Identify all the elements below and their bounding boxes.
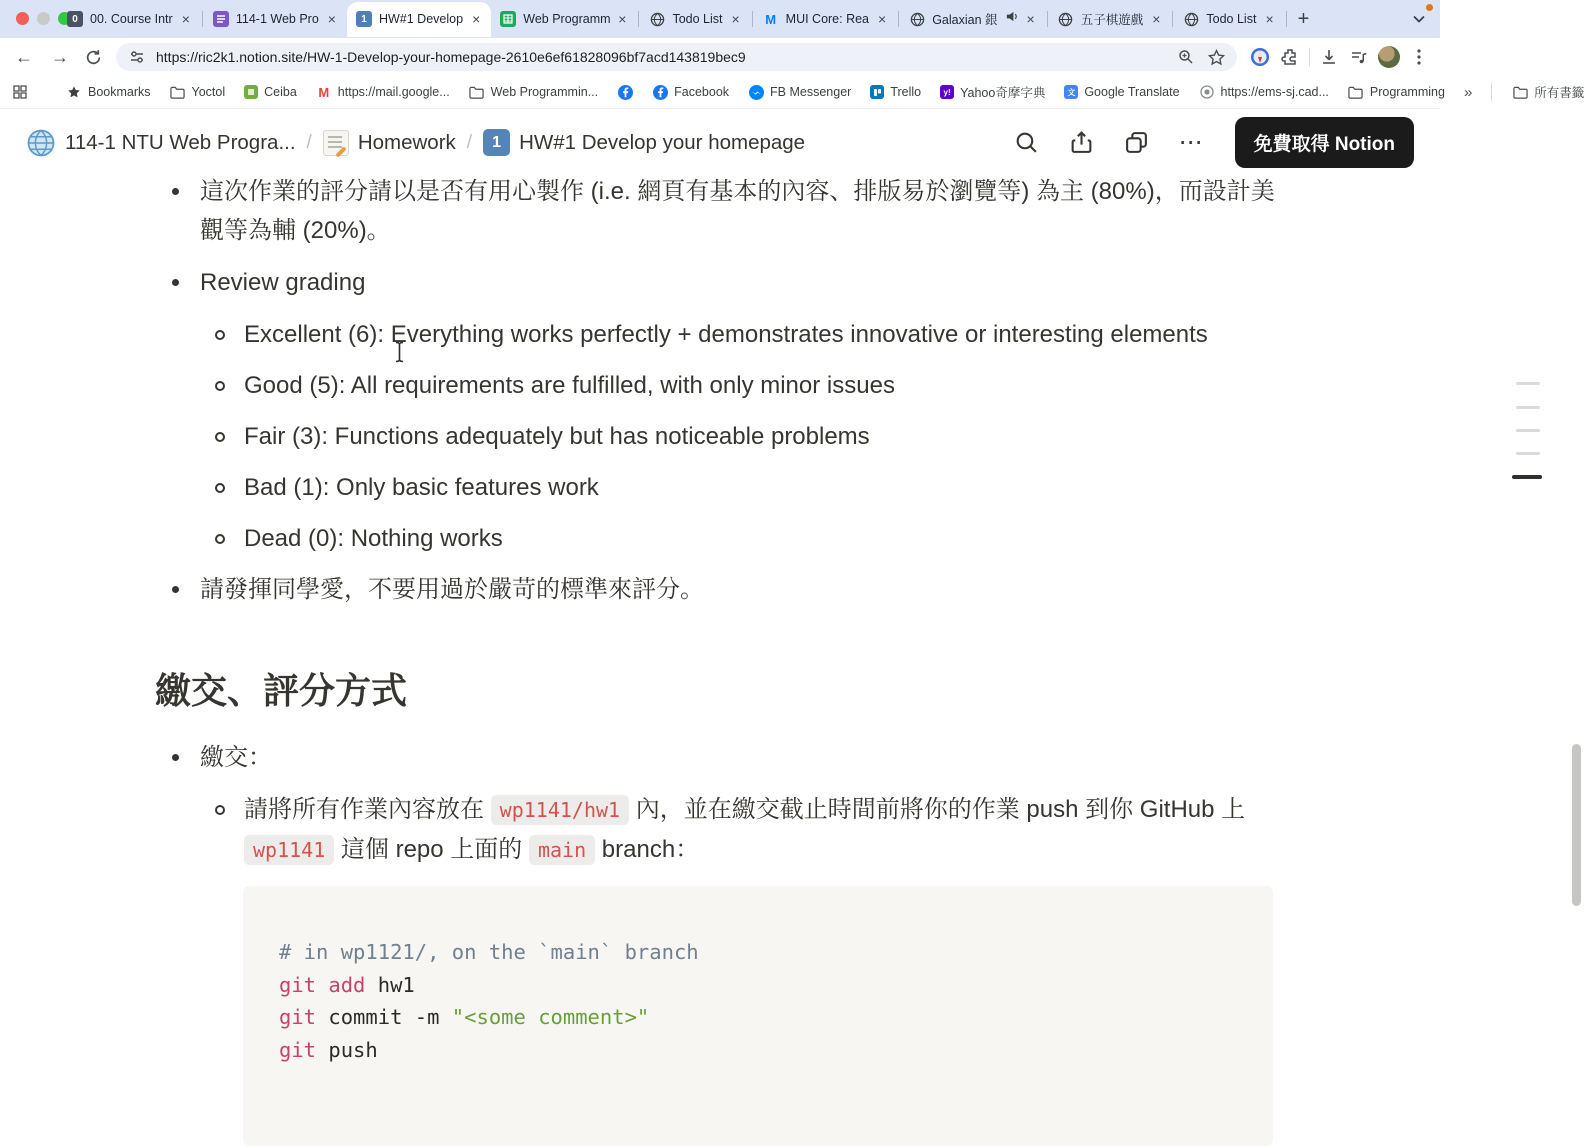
duplicate-icon[interactable] [1124, 130, 1149, 155]
tab-close-icon[interactable]: × [472, 11, 481, 27]
bookmark-label: Web Programmin... [490, 85, 599, 99]
globe-favicon [649, 11, 665, 27]
bookmark-label: FB Messenger [770, 85, 852, 99]
tab-title: Web Programm [523, 12, 611, 26]
bookmark-label: https://ems-sj.cad... [1220, 85, 1329, 99]
tab-audio-icon[interactable] [1005, 10, 1018, 28]
list-item-bad[interactable]: Bad (1): Only basic features work [155, 468, 1275, 507]
tab-search-chevron-button[interactable] [1406, 6, 1432, 32]
bookmark-label: Yahoo奇摩字典 [960, 86, 1046, 100]
scrollbar-thumb[interactable] [1572, 744, 1581, 906]
outline-indicator[interactable] [1516, 406, 1540, 409]
inline-code: wp1141 [244, 835, 334, 865]
address-bar[interactable] [116, 43, 1237, 71]
notion-topbar [0, 109, 1440, 176]
code-token: git [279, 1038, 317, 1063]
bookmark-ems[interactable] [1199, 84, 1329, 100]
share-icon[interactable] [1069, 130, 1094, 155]
get-notion-free-button[interactable]: 免費取得 Notion [1235, 117, 1414, 168]
folder-icon [469, 84, 485, 100]
tab-title: Todo List [672, 12, 723, 26]
bookmark-star-icon[interactable] [1205, 46, 1227, 68]
breadcrumb-separator: / [466, 131, 473, 153]
globe-favicon [909, 11, 925, 27]
toolbar-separator [1309, 48, 1310, 66]
bookmark-gmail[interactable] [316, 84, 450, 100]
list-item-fair[interactable]: Fair (3): Functions adequately but has noticeable problems [155, 417, 1275, 456]
back-button[interactable]: ← [15, 46, 33, 67]
tab-title: Todo List [1206, 12, 1257, 26]
bookmarks-bar [0, 76, 1584, 109]
code-string: "<some comment>" [451, 1005, 650, 1030]
bookmark-label: https://mail.google... [337, 85, 450, 99]
yahoo-dictionary-icon: y! [940, 85, 954, 99]
profile-avatar[interactable] [1378, 46, 1400, 68]
tab-gomoku[interactable] [1049, 0, 1172, 38]
new-tab-button[interactable]: + [1297, 7, 1310, 30]
facebook-icon [617, 84, 633, 100]
tab-title: 五子棋遊戲 [1080, 13, 1144, 27]
bookmark-web-programming-folder[interactable] [469, 84, 598, 100]
code-token: git [279, 1005, 317, 1030]
list-item[interactable]: Review grading [155, 263, 1275, 302]
tab-separator [752, 11, 753, 27]
breadcrumb-label: 114-1 NTU Web Progra... [65, 130, 296, 154]
tab-separator [1172, 11, 1173, 27]
list-item-excellent[interactable]: Excellent (6): Everything works perfectly + demonstrates innovative or interesting elements [155, 315, 1275, 354]
tab-separator [1047, 11, 1048, 27]
globe-favicon [1183, 11, 1199, 27]
tab-close-icon[interactable]: × [618, 11, 627, 27]
list-item[interactable]: 請發揮同學愛，不要用過於嚴苛的標準來評分。 [155, 570, 1275, 609]
outline-indicator-active[interactable] [1512, 475, 1542, 479]
bookmark-facebook[interactable] [652, 84, 729, 100]
tab-close-icon[interactable]: × [1026, 11, 1035, 27]
code-token: git add [279, 972, 366, 997]
text-run: 內，並在繳交截止時間前將你的作業 push 到你 GitHub 上 [629, 796, 1246, 823]
bookmark-label: Yoctol [191, 85, 226, 99]
bookmark-label: Facebook [674, 85, 730, 99]
bookmark-label: Google Translate [1084, 85, 1180, 99]
tab-separator [638, 11, 639, 27]
breadcrumb-hw1[interactable] [483, 129, 805, 156]
memo-emoji-icon [323, 130, 349, 156]
text-run: 請將所有作業內容放在 [244, 796, 491, 823]
tab-close-icon[interactable]: × [731, 11, 740, 27]
minimize-window-button[interactable] [37, 12, 50, 25]
text-cursor [393, 341, 406, 368]
code-comment: # in wp1121/, on the `main` branch [279, 940, 699, 964]
apps-grid-icon[interactable] [12, 84, 28, 100]
tab-close-icon[interactable]: × [181, 11, 190, 27]
tab-close-icon[interactable]: × [1152, 11, 1161, 27]
bookmarks-separator [1491, 83, 1492, 101]
notion-page-content [155, 172, 1275, 1146]
bookmark-ceiba[interactable] [244, 85, 297, 99]
gmail-icon: M [318, 84, 330, 100]
bookmark-label: 所有書籤 [1534, 86, 1584, 100]
folder-icon [170, 84, 186, 100]
globe-emoji-icon [26, 128, 56, 158]
tab-todo-list-2[interactable] [1174, 0, 1284, 38]
list-item-submit-detail[interactable] [155, 790, 1275, 870]
outline-indicator[interactable] [1516, 382, 1540, 385]
list-item-dead[interactable]: Dead (0): Nothing works [155, 519, 1275, 558]
trello-icon [870, 85, 884, 99]
list-item-submit[interactable]: 繳交： [155, 738, 1275, 777]
code-token: commit -m [316, 1005, 452, 1030]
code-block[interactable] [243, 886, 1273, 1146]
tab-todo-list-1[interactable] [640, 0, 750, 38]
list-item[interactable]: 這次作業的評分請以是否有用心製作 (i.e. 網頁有基本的內容、排版易於瀏覽等) 為主 (80%)，而設計美觀等為輔 (20%)。 [155, 172, 1275, 250]
mui-favicon: M [765, 11, 777, 27]
google-translate-icon: 文 [1064, 85, 1078, 99]
google-sheets-favicon [500, 11, 516, 27]
list-item-good[interactable]: Good (5): All requirements are fulfilled, with only minor issues [155, 366, 1275, 405]
breadcrumb-label: Homework [357, 130, 456, 154]
media-controls-icon[interactable] [1348, 46, 1370, 68]
breadcrumb-course[interactable] [26, 128, 296, 158]
messenger-icon [748, 84, 764, 100]
extensions-puzzle-icon[interactable] [1279, 46, 1301, 68]
extension-compass-icon[interactable] [1249, 46, 1271, 68]
tab-separator [1286, 11, 1287, 27]
tab-close-icon[interactable]: × [327, 11, 336, 27]
page-title: HW#1 Develop your homepage [519, 130, 806, 154]
tab-title: HW#1 Develop [378, 12, 464, 26]
text-run: branch： [595, 836, 700, 863]
tab-title: Galaxian 銀 [932, 13, 998, 27]
bookmark-trello[interactable] [870, 85, 921, 99]
ems-icon [1199, 84, 1215, 100]
outline-indicator[interactable] [1516, 429, 1540, 432]
bookmarks-overflow-chevron[interactable]: » [1463, 83, 1473, 101]
zoom-page-icon[interactable] [1175, 46, 1197, 68]
tab-title: MUI Core: Rea [785, 12, 870, 26]
keycap-one-emoji-icon: 1 [483, 129, 510, 156]
bookmark-label: Bookmarks [88, 85, 151, 99]
bookmark-programming-folder[interactable] [1348, 84, 1445, 100]
folder-icon [1348, 84, 1364, 100]
tab-separator [898, 11, 899, 27]
tab-separator [202, 11, 203, 27]
tab-title: 114-1 Web Pro [235, 12, 319, 26]
code-token: push [316, 1038, 378, 1063]
ceiba-icon [244, 85, 258, 99]
bookmark-yahoo-dictionary[interactable] [940, 83, 1045, 101]
downloads-icon[interactable] [1318, 46, 1340, 68]
folder-icon [1512, 84, 1528, 100]
tab-close-icon[interactable]: × [1265, 11, 1274, 27]
tab-course-intro[interactable] [58, 0, 201, 38]
bookmark-all-bookmarks[interactable] [1491, 83, 1584, 101]
tab-hw1-active[interactable] [347, 2, 491, 37]
site-settings-icon[interactable] [126, 46, 148, 68]
inline-code: main [529, 835, 595, 865]
reload-button[interactable] [82, 46, 104, 68]
chrome-menu-icon[interactable] [1408, 46, 1430, 68]
outline-indicator[interactable] [1516, 452, 1540, 455]
star-icon [66, 84, 82, 100]
code-token: hw1 [365, 972, 415, 997]
bookmark-bookmarks-folder[interactable] [66, 84, 151, 100]
keycap-one-favicon: 1 [356, 11, 372, 27]
notion-search-icon[interactable] [1014, 130, 1039, 155]
breadcrumb [26, 128, 805, 158]
tab-web-pro[interactable] [204, 0, 347, 38]
close-window-button[interactable] [16, 12, 29, 25]
notion-zero-favicon: 0 [67, 11, 83, 27]
facebook-icon [652, 84, 668, 100]
section-heading[interactable]: 繳交、評分方式 [155, 670, 408, 711]
bookmark-fb-messenger[interactable] [748, 84, 851, 100]
breadcrumb-homework[interactable] [323, 130, 456, 156]
bookmark-label: Ceiba [264, 85, 297, 99]
bookmark-label: Trello [890, 85, 922, 99]
inline-code: wp1141/hw1 [491, 795, 629, 825]
tab-title: 00. Course Intr [90, 12, 173, 26]
breadcrumb-separator: / [306, 131, 312, 153]
bookmark-label: Programming [1369, 85, 1445, 99]
tab-galaxian[interactable] [900, 0, 1046, 38]
more-options-icon[interactable]: ⋯ [1178, 128, 1205, 156]
purple-journal-favicon [213, 11, 229, 27]
text-run: 這個 repo 上面的 [334, 836, 529, 863]
url-text[interactable]: https://ric2k1.notion.site/HW-1-Develop-your-homepage-2610e6ef61828096bf7acd143819bec9 [156, 49, 746, 65]
bookmark-google-translate[interactable] [1064, 85, 1179, 99]
forward-button[interactable]: → [51, 46, 69, 67]
globe-favicon [1058, 11, 1074, 27]
bookmark-facebook-icon-only[interactable] [617, 84, 633, 100]
update-notification-dot [1426, 4, 1433, 11]
browser-toolbar [0, 38, 1440, 76]
bookmark-yoctol[interactable] [170, 84, 226, 100]
tab-mui-core[interactable] [754, 0, 898, 38]
browser-tab-strip [0, 0, 1440, 38]
tab-web-programming-sheet[interactable] [491, 0, 637, 38]
tab-close-icon[interactable]: × [878, 11, 887, 27]
